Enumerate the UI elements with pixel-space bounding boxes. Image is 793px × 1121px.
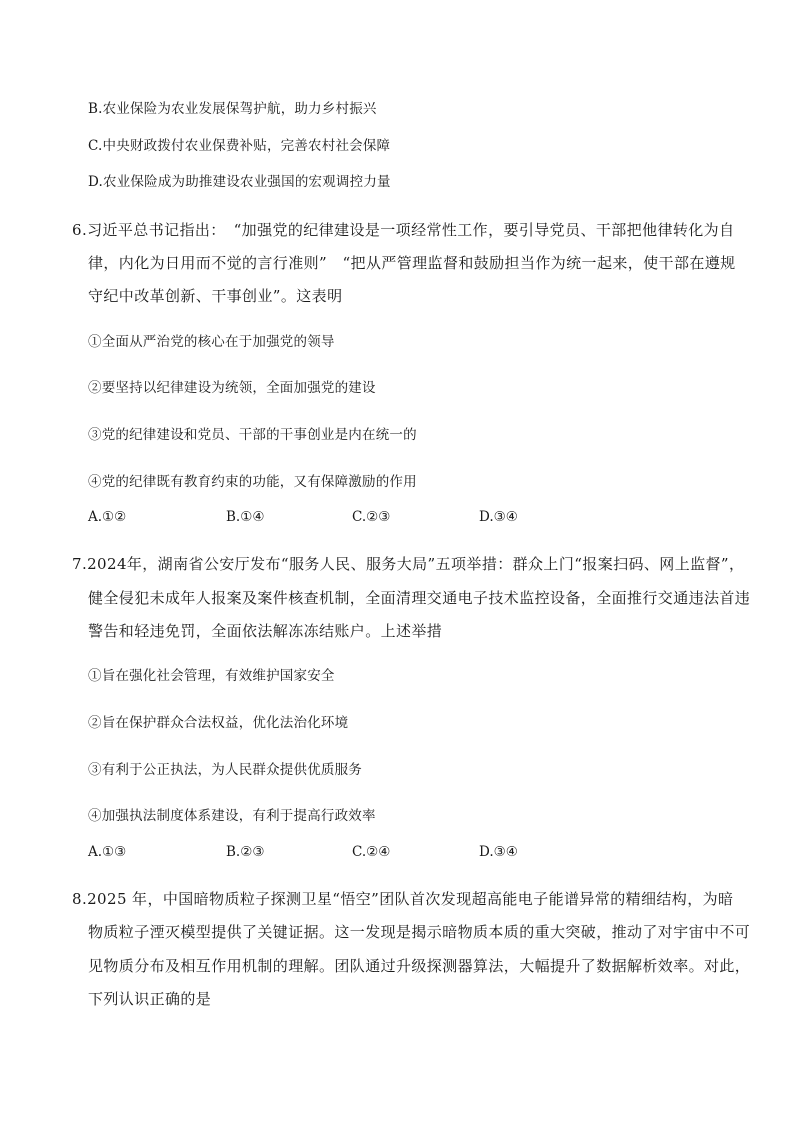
q5-option-b: B.农业保险为农业发展保驾护航，助力乡村振兴 [88, 101, 377, 117]
q7-choice-a: A.①③ [88, 844, 127, 860]
q6-choice-c: C.②③ [352, 509, 391, 525]
q7-stem-line-1: 7.2024年，湖南省公安厅发布“服务人民、服务大局”五项举措：群众上门“报案扫码、网上监督”， [72, 555, 745, 573]
q7-stem-line-3: 警告和轻违免罚，全面依法解冻冻结账户。上述举措 [88, 622, 443, 640]
q6-choice-d: D.③④ [479, 509, 518, 525]
q6-stem-line-2: 律，内化为日用而不觉的言行准则” “把从严管理监督和鼓励担当作为统一起来，使干部在遵规 [88, 254, 736, 272]
q6-stem-line-1: 6.习近平总书记指出： “加强党的纪律建设是一项经常性工作，要引导党员、干部把他律转化为自 [72, 221, 735, 239]
q6-statement-1: ①全面从严治党的核心在于加强党的领导 [88, 334, 335, 350]
q5-option-d: D.农业保险成为助推建设农业强国的宏观调控力量 [88, 174, 391, 190]
q6-statement-4: ④党的纪律既有教育约束的功能，又有保障激励的作用 [88, 474, 417, 490]
q6-choice-b: B.①④ [226, 509, 265, 525]
q6-statement-3: ③党的纪律建设和党员、干部的干事创业是内在统一的 [88, 427, 417, 443]
q8-stem-line-3: 见物质分布及相互作用机制的理解。团队通过升级探测器算法，大幅提升了数据解析效率。对此， [88, 957, 751, 975]
q8-stem-line-2: 物质粒子湮灭模型提供了关键证据。这一发现是揭示暗物质本质的重大突破，推动了对宇宙中不可 [88, 923, 751, 941]
q6-statement-2: ②要坚持以纪律建设为统领，全面加强党的建设 [88, 380, 376, 396]
q7-choice-d: D.③④ [479, 844, 518, 860]
q7-choice-b: B.②③ [226, 844, 265, 860]
q6-stem-line-3: 守纪中改革创新、干事创业”。这表明 [88, 287, 343, 305]
q7-statement-1: ①旨在强化社会管理，有效维护国家安全 [88, 668, 335, 684]
q7-statement-3: ③有利于公正执法，为人民群众提供优质服务 [88, 762, 362, 778]
q8-stem-line-1: 8.2025 年，中国暗物质粒子探测卫星“悟空”团队首次发现超高能电子能谱异常的精细结构，为暗 [72, 890, 734, 908]
q7-choice-c: C.②④ [352, 844, 391, 860]
q5-option-c: C.中央财政拨付农业保费补贴，完善农村社会保障 [88, 138, 391, 154]
q6-choice-a: A.①② [88, 509, 127, 525]
q8-stem-line-4: 下列认识正确的是 [88, 990, 212, 1008]
q7-statement-2: ②旨在保护群众合法权益，优化法治化环境 [88, 715, 349, 731]
q7-stem-line-2: 健全侵犯未成年人报案及案件核查机制，全面清理交通电子技术监控设备，全面推行交通违法首违 [88, 589, 751, 607]
q7-statement-4: ④加强执法制度体系建设，有利于提高行政效率 [88, 808, 376, 824]
